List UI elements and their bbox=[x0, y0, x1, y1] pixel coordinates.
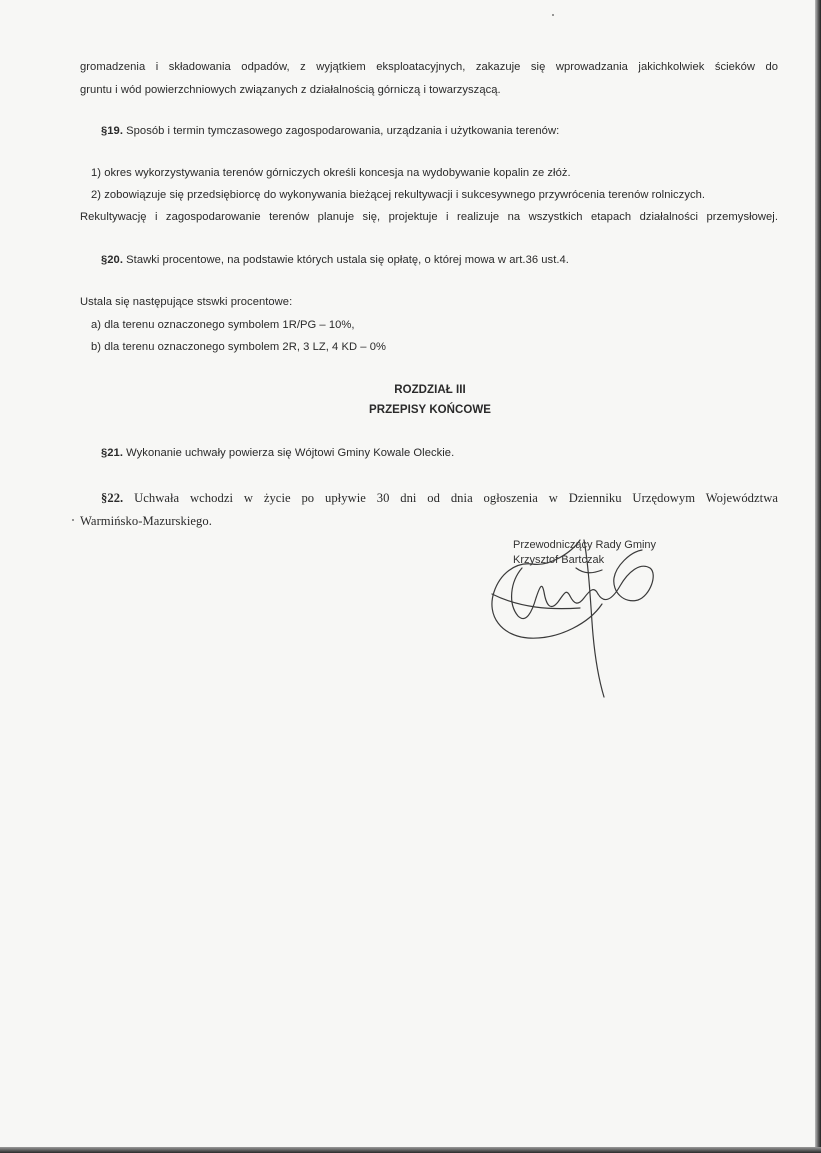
section-22-line bbox=[101, 491, 778, 505]
section-text: Wykonanie uchwały powierza się Wójtowi Gminy Kowale Oleckie. bbox=[122, 447, 455, 459]
scan-edge-right bbox=[815, 0, 821, 1153]
section-text: Uchwała wchodzi w życie po upływie 30 dni od dnia ogłoszenia w Dzienniku Urzędowym Województwa bbox=[123, 491, 778, 505]
section-number: §22. bbox=[101, 491, 124, 505]
chapter-subtitle: PRZEPISY KOŃCOWE bbox=[369, 404, 491, 416]
section-number: §20. bbox=[101, 254, 123, 266]
section-number: §19. bbox=[101, 125, 123, 137]
list-item: 2) zobowiązuje się przedsiębiorcę do wykonywania bieżącej rekultywacji i sukcesywnego przywrócenia terenów rolniczych. bbox=[91, 189, 706, 201]
list-item: b) dla terenu oznaczonego symbolem 2R, 3 LZ, 4 KD – 0% bbox=[91, 341, 386, 353]
section-number: §21. bbox=[101, 447, 123, 459]
scan-speck bbox=[552, 14, 554, 16]
paragraph-line: Rekultywację i zagospodarowanie terenów planuje się, projektuje i realizuje na wszystkich etapach działalności przemysłowej. bbox=[80, 211, 778, 223]
list-item: a) dla terenu oznaczonego symbolem 1R/PG – 10%, bbox=[91, 319, 355, 331]
chapter-title: ROZDZIAŁ III bbox=[394, 384, 466, 396]
signatory-title: Przewodniczący Rady Gminy bbox=[513, 539, 657, 551]
handwritten-signature bbox=[480, 512, 660, 702]
section-19-heading bbox=[101, 124, 559, 138]
section-text: Sposób i termin tymczasowego zagospodarowania, urządzania i użytkowania terenów: bbox=[122, 125, 560, 137]
signatory-name: Krzysztof Bartczak bbox=[513, 554, 605, 566]
section-21 bbox=[101, 446, 454, 460]
scan-edge-bottom bbox=[0, 1147, 821, 1153]
paragraph-line: Warmińsko-Mazurskiego. bbox=[80, 514, 212, 528]
section-20-heading bbox=[101, 253, 569, 267]
paragraph-line: Ustala się następujące stswki procentowe: bbox=[80, 296, 293, 308]
list-item: 1) okres wykorzystywania terenów górniczych określi koncesja na wydobywanie kopalin ze złóż. bbox=[91, 167, 571, 179]
paragraph-line: gromadzenia i składowania odpadów, z wyjątkiem eksploatacyjnych, zakazuje się wprowadzania jakichkolwiek ścieków do bbox=[80, 61, 778, 73]
paragraph-line: gruntu i wód powierzchniowych związanych z działalnością górniczą i towarzyszącą. bbox=[80, 84, 501, 96]
section-text: Stawki procentowe, na podstawie których ustala się opłatę, o której mowa w art.36 ust.4. bbox=[122, 254, 569, 266]
scan-speck bbox=[72, 519, 74, 521]
